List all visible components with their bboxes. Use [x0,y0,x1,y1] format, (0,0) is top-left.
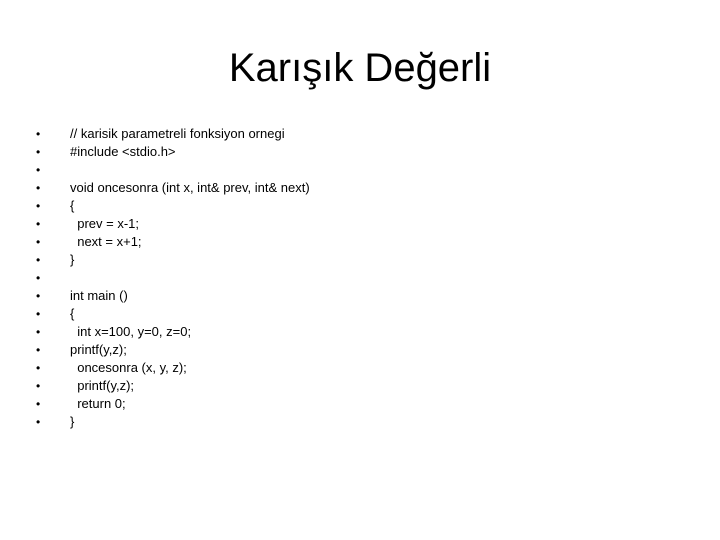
code-line [36,143,676,161]
code-line-text: int x=100, y=0, z=0; [70,324,192,339]
code-line-text: prev = x-1; [70,216,139,231]
bullet-icon: • [36,235,41,249]
bullet-icon: • [36,307,41,321]
code-line [36,287,676,305]
code-line [36,269,676,287]
bullet-icon: • [36,181,41,195]
code-line [36,233,676,251]
code-line [36,341,676,359]
code-line [36,251,676,269]
bullet-icon: • [36,271,41,285]
code-line-text: int main () [70,288,128,303]
bullet-icon: • [36,361,41,375]
code-line-text: { [70,306,75,321]
bullet-icon: • [36,163,41,177]
code-line [36,323,676,341]
bullet-icon: • [36,199,41,213]
bullet-icon: • [36,379,41,393]
slide-title: Karışık Değerli [228,46,492,90]
bullet-icon: • [36,217,41,231]
code-line-text: next = x+1; [70,234,142,249]
code-line-text: oncesonra (x, y, z); [70,360,187,375]
bullet-icon: • [36,343,41,357]
code-line [36,395,676,413]
code-line [36,359,676,377]
code-line-text: printf(y,z); [70,378,135,393]
bullet-icon: • [36,325,41,339]
code-line-text: } [70,414,75,429]
code-line [36,215,676,233]
code-line [36,197,676,215]
bullet-icon: • [36,415,41,429]
code-line [36,305,676,323]
code-line-text: void oncesonra (int x, int& prev, int& next) [70,180,310,195]
code-line-text: { [70,198,75,213]
code-line [36,377,676,395]
code-line [36,125,676,143]
code-line-text: } [70,252,75,267]
code-line-text: #include <stdio.h> [70,144,176,159]
code-line [36,161,676,179]
code-line-text: // karisik parametreli fonksiyon ornegi [70,126,285,141]
bullet-icon: • [36,397,41,411]
code-line [36,413,676,431]
bullet-icon: • [36,289,41,303]
code-line-text: printf(y,z); [70,342,127,357]
bullet-icon: • [36,127,41,141]
code-line [36,179,676,197]
bullet-icon: • [36,253,41,267]
code-line-text: return 0; [70,396,126,411]
bullet-icon: • [36,145,41,159]
code-bullet-list [36,125,676,431]
